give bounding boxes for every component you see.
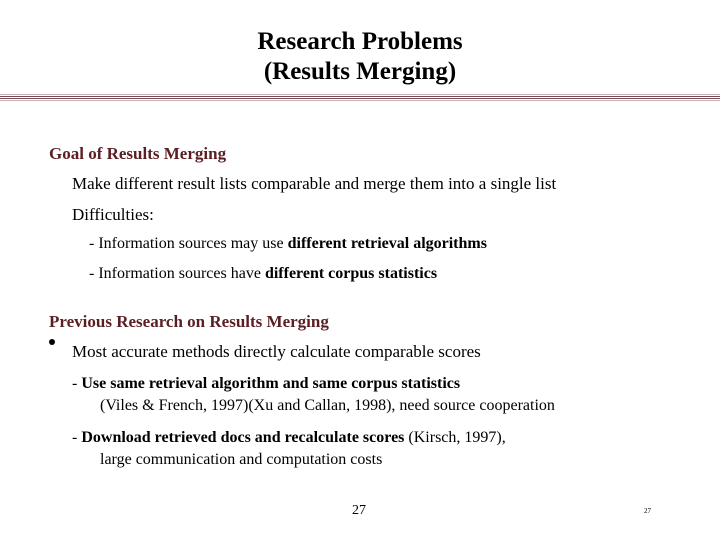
research-item-citation-inline: (Kirsch, 1997), (404, 429, 506, 446)
page-number: 27 (352, 503, 366, 518)
section-heading-previous-research: Previous Research on Results Merging (49, 312, 329, 331)
research-item-emphasis: Use same retrieval algorithm and same corpus statistics (81, 375, 461, 392)
slide-title-line1: Research Problems (257, 28, 463, 55)
difficulty-item-emphasis: different retrieval algorithms (287, 235, 487, 252)
goal-description: Make different result lists comparable and merge them into a single list (72, 174, 557, 193)
difficulty-item-algorithms (89, 235, 487, 253)
research-item-citation: (Viles & French, 1997)(Xu and Callan, 1998), need source cooperation (100, 397, 555, 414)
difficulty-item-statistics (89, 265, 437, 283)
bullet-dot-icon (49, 339, 55, 345)
page-number-small: 27 (644, 507, 651, 515)
research-item-download (72, 429, 506, 447)
difficulty-item-text: - Information sources have (89, 265, 265, 282)
difficulties-label: Difficulties: (72, 205, 154, 224)
section-heading-goal: Goal of Results Merging (49, 144, 227, 163)
difficulty-item-emphasis: different corpus statistics (264, 265, 438, 282)
research-item-emphasis: Download retrieved docs and recalculate scores (81, 429, 405, 446)
slide-title-line2: (Results Merging) (263, 58, 457, 85)
research-item-prefix: - (72, 375, 82, 392)
bullet-text: Most accurate methods directly calculate comparable scores (72, 342, 481, 361)
research-item-same-algorithm (72, 375, 460, 393)
research-item-prefix: - (72, 429, 82, 446)
research-item-costs: large communication and computation costs (100, 451, 383, 468)
difficulty-item-text: - Information sources may use (89, 235, 288, 252)
